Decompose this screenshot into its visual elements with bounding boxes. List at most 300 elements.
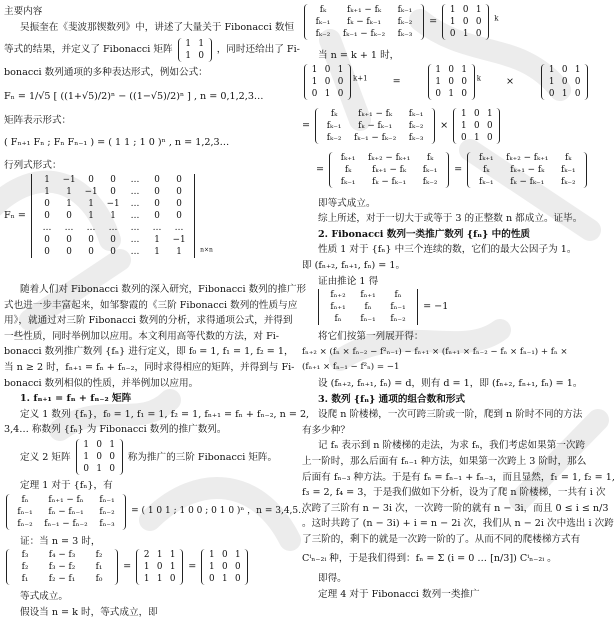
- matrix-cell: fₙ: [394, 290, 402, 301]
- matrix-row: [323, 289, 413, 301]
- matrix-row: [333, 176, 445, 188]
- matrix-cell: 0: [324, 64, 331, 75]
- hypothesis-exponent: k: [494, 14, 499, 23]
- sec3-line: 。这时共跨了 (n − 3i) + i = n − 2i 次，我们从 n − 2i 次中选出 i 次跨: [302, 518, 614, 530]
- matrix-cell: fₙ₋₁ − fₙ₋₂: [44, 518, 88, 529]
- matrix-cell: 0: [473, 120, 480, 131]
- matrix-cell: 0: [154, 186, 160, 197]
- para-line: bonacci 数列相似的性质，并举例加以应用。: [4, 377, 199, 389]
- matrix-row: [446, 16, 485, 28]
- para-line: 式也进一步丰富起来，如邹黎霞的《三阶 Fibonacci 数列的性质与应: [4, 299, 298, 311]
- matrix-cell: 1: [435, 76, 442, 87]
- matrix-cell: 1: [185, 50, 191, 61]
- definition-2: [4, 438, 294, 478]
- matrix-cell: fₙ₋₁: [390, 302, 406, 313]
- matrix-cell: 0: [83, 464, 89, 475]
- matrix-cell: f₀: [95, 574, 103, 585]
- matrix-cell: fₖ₋₁ − fₖ₋₂: [342, 29, 386, 39]
- matrix-cell: fₖ: [565, 152, 572, 163]
- intro-line-3: bonacci 数列通项的多种表达形式，例如公式：: [4, 67, 208, 79]
- matrix-cell: …: [42, 222, 52, 233]
- matrix-cell: 1: [44, 186, 50, 197]
- proof-start: 证：当 n = 3 时，: [20, 535, 101, 547]
- matrix-cell: fₙ: [334, 314, 342, 325]
- matrix-row: [333, 164, 445, 176]
- matrix-cell: 0: [448, 76, 455, 87]
- matrix-cell: fₖ₊₁ − fₖ: [372, 164, 407, 175]
- matrix-cell: 1: [156, 550, 163, 561]
- matrix-cell: fₖ₋₁: [408, 108, 424, 119]
- matrix-cell: 0: [561, 64, 568, 75]
- matrix-row: [140, 561, 179, 573]
- sec3-line: 有多少种？: [302, 424, 350, 436]
- matrix-cell: 0: [44, 246, 50, 257]
- matrix-cell: 1: [460, 120, 467, 131]
- binet-formula: Fₙ = 1/√5 [ ((1+√5)/2)ⁿ − ((1−√5)/2)ⁿ ] , n = 0,1,2,3…: [4, 90, 264, 102]
- matrix-cell: …: [108, 222, 118, 233]
- property-determinant: [302, 289, 596, 329]
- matrix-cell: fₖ₊₁: [340, 152, 356, 163]
- matrix-row: [471, 164, 583, 176]
- result-equation: = fₖ₊₁ fₖ₊₂ − fₖ₊₁ fₖ fₖ fₖ₊₁ − fₖ fₖ₋₁ fₖ₋₁ fₖ − fₖ₋₁ fₖ₋₂ = fₖ₊₁ fₖ₊₂ − fₖ₊₁ fₖ fₖ fₖ₊₁ − fₖ fₖ₋₁ fₖ₋₁ fₖ − fₖ₋₁ fₖ₋₂: [302, 152, 596, 196]
- matrix-row: [545, 64, 584, 76]
- matrix-cell: …: [64, 222, 74, 233]
- matrix-cell: 0: [548, 88, 555, 99]
- matrix-cell: 1: [176, 246, 182, 257]
- matrix-cell: 0: [486, 132, 493, 143]
- matrix-row: [205, 561, 244, 573]
- matrix-cell: 1: [44, 174, 50, 185]
- matrix-cell: 0: [44, 198, 50, 209]
- expand-label: 将它们按第一列展开得：: [318, 331, 424, 343]
- matrix-cell: 1: [66, 198, 72, 209]
- sec3-line: f₃ = 2, f₄ = 3，于是我们做如下分析，设为了爬 n 阶楼梯，一共有 i 次: [302, 487, 606, 499]
- matrix-row: [10, 573, 114, 585]
- sec3-line: 后面有 fₙ₋₃ 种方法。于是有 fₙ = fₙ₋₁ + fₙ₋₃，而且显然，f₁ = 1, f₂ = 1,: [302, 471, 615, 483]
- matrix-cell: fₖ₊₁ − fₖ: [346, 5, 382, 15]
- matrix-cell: …: [130, 198, 140, 209]
- matrix-cell: fₖ₋₂: [560, 176, 576, 187]
- k-plus-1-equation: 1 0 1 1 0 0 0 1 0 $^{k+1}$ = 1 0 1 1 0 0 0 1 0 $^k$ × 1 0 1 1 0 0 0 1 0: [302, 64, 596, 108]
- matrix-row: [323, 313, 413, 325]
- matrix-cell: 0: [109, 464, 115, 475]
- proof-equation: f₃ f₄ − f₃ f₂ f₂ f₃ − f₂ f₁ f₁ f₂ − f₁ f₀ = 2 1 1 1 0 1 1 1 0 = 1 0 1 1 0 0 0 1 0: [4, 549, 294, 589]
- matrix-cell: 0: [110, 246, 116, 257]
- matrix-cell: fₖ₊₁ − fₖ: [510, 164, 545, 175]
- matrix-cell: fₖ₋₁: [340, 176, 356, 187]
- para-line: 当 n ≥ 2 时，fₙ₊₁ = fₙ + fₙ₋₂，同时求得相应的矩阵，并得到与 Fi-: [4, 361, 295, 373]
- matrix-cell: fₖ₊₂ − fₖ₊₁: [506, 152, 549, 163]
- matrix-cell: 0: [169, 574, 176, 585]
- matrix-row: [457, 132, 496, 144]
- matrix-cell: fₖ − fₖ₋₁: [358, 120, 393, 131]
- det-row: [36, 222, 190, 234]
- definition-2-text: 称为推广的三阶 Fibonacci 矩阵。: [127, 451, 278, 463]
- matrix-row: [319, 108, 431, 120]
- matrix-cell: fₖ₋₁: [560, 164, 576, 175]
- matrix-cell: 0: [109, 452, 115, 463]
- property-det-matrix: [318, 289, 418, 325]
- det-row: [36, 186, 190, 198]
- matrix-row: [10, 518, 122, 530]
- matrix-cell: …: [86, 222, 96, 233]
- intro-text-b: ，同时还给出了 Fi-: [216, 44, 300, 56]
- matrix-cell: 1: [88, 210, 94, 221]
- matrix-cell: fₖ − fₖ₋₁: [372, 176, 407, 187]
- fibonacci-matrix: [178, 38, 212, 62]
- intro-text-a: 等式的结果，并定义了 Fibonacci 矩阵: [4, 44, 173, 56]
- matrix-cell: 0: [462, 17, 469, 27]
- matrix-row: [308, 16, 420, 28]
- matrix-cell: 2: [143, 550, 150, 561]
- matrix-cell: 0: [561, 76, 568, 87]
- matrix-cell: fₖ₋₁: [397, 5, 413, 15]
- matrix-cell: 1: [169, 562, 176, 573]
- matrix-cell: fₙ − fₙ₋₁: [48, 506, 84, 517]
- section-3-heading: 3. 数列 {fₙ} 通项的组合数和形式: [318, 393, 466, 405]
- case-k-plus-1: 当 n = k + 1 时，: [318, 50, 400, 61]
- section-heading: 主要内容: [4, 6, 43, 17]
- matrix-cell: 1: [209, 562, 215, 573]
- para-line: 一些性质，同时举例加以应用。本文利用高等代数的方法，对 Fi-: [4, 330, 280, 342]
- matrix-cell: 1: [435, 64, 442, 75]
- definition-2-matrix: [76, 439, 123, 475]
- matrix-row: [205, 573, 244, 585]
- matrix-cell: 0: [110, 174, 116, 185]
- matrix-row: [308, 28, 420, 40]
- matrix-cell: 0: [176, 198, 182, 209]
- matrix-row: [10, 494, 122, 506]
- matrix-row: [182, 50, 208, 62]
- k1-lhs: [304, 64, 351, 100]
- matrix-cell: fₙ₋₂: [390, 314, 406, 325]
- matrix-cell: 0: [435, 88, 442, 99]
- sec3-line: 次跨了三阶有 n − 3i 次，一次跨一阶的就有 n − 3i，而且 0 ≤ i ≤ n/3: [302, 502, 609, 514]
- proof-lhs: [6, 549, 118, 585]
- matrix-cell: fₙ: [21, 494, 29, 505]
- matrix-cell: f₁: [21, 574, 29, 585]
- matrix-row: [140, 573, 179, 585]
- matrix-cell: 1: [154, 234, 160, 245]
- det-row: [36, 234, 190, 246]
- matrix-cell: 1: [574, 64, 581, 75]
- matrix-cell: …: [174, 222, 184, 233]
- matrix-cell: fₙ₋₁: [99, 494, 115, 505]
- matrix-cell: 0: [324, 76, 331, 87]
- det-row: [36, 246, 190, 258]
- matrix-cell: 1: [461, 64, 468, 75]
- k1-exponent: k+1: [353, 73, 368, 82]
- theorem-1-equation: [4, 494, 308, 534]
- matrix-row: [10, 549, 114, 561]
- matrix-cell: 0: [475, 17, 482, 27]
- step-lhs: [315, 108, 435, 144]
- matrix-cell: 1: [169, 550, 176, 561]
- matrix-cell: 0: [461, 76, 468, 87]
- matrix-row: [80, 451, 119, 463]
- property-1-proof: 证由推论 1 得: [318, 275, 379, 287]
- matrix-cell: 0: [449, 29, 456, 39]
- proof-rhs-2: [201, 549, 248, 585]
- matrix-cell: …: [130, 222, 140, 233]
- matrix-cell: 0: [574, 76, 581, 87]
- matrix-cell: 0: [88, 234, 94, 245]
- matrix-row: [10, 506, 122, 518]
- matrix-row: [80, 439, 119, 451]
- matrix-row: [432, 76, 471, 88]
- matrix-cell: 0: [461, 88, 468, 99]
- matrix-cell: fₖ₊₁: [478, 152, 494, 163]
- det-row: [36, 174, 190, 186]
- matrix-cell: 0: [311, 88, 318, 99]
- sec3-line: 设爬 n 阶楼梯，一次可跨三阶或一阶，爬到 n 阶时不同的方法: [318, 409, 583, 421]
- matrix-row: [333, 152, 445, 164]
- matrix-form-label: 矩阵表示形式：: [4, 114, 72, 126]
- gcd-result: 设 (fₙ₊₂, fₙ₊₁, fₙ) = d，则有 d = 1，即 (fₙ₊₂, fₙ₊₁, fₙ) = 1。: [318, 377, 583, 389]
- matrix-cell: 1: [548, 76, 555, 87]
- matrix-cell: fₖ₋₁: [422, 164, 438, 175]
- matrix-cell: 0: [475, 29, 482, 39]
- matrix-cell: fₖ: [319, 5, 327, 15]
- theorem-1: 定理 1 对于 {fₙ}，有: [20, 479, 113, 491]
- matrix-cell: …: [130, 234, 140, 245]
- matrix-cell: fₖ₋₂: [315, 29, 331, 39]
- matrix-cell: fₙ₋₃: [99, 518, 115, 529]
- matrix-cell: 1: [198, 38, 204, 49]
- k1-rhs: [541, 64, 588, 100]
- matrix-cell: 0: [154, 198, 160, 209]
- matrix-cell: fₖ₊₂ − fₖ₊₁: [367, 152, 411, 163]
- proof-rhs-1: [136, 549, 183, 585]
- matrix-cell: 1: [311, 64, 318, 75]
- matrix-cell: fₖ: [330, 108, 338, 119]
- sec3-line: 即得。: [318, 573, 347, 585]
- matrix-row: [182, 38, 208, 50]
- matrix-cell: fₖ₋₂: [408, 120, 424, 131]
- matrix-cell: fₖ₊₁ − fₖ: [358, 108, 393, 119]
- matrix-cell: f₃ − f₂: [48, 562, 76, 573]
- matrix-cell: 0: [96, 452, 102, 463]
- matrix-row: [308, 76, 347, 88]
- matrix-cell: 0: [176, 186, 182, 197]
- theorem-1-rhs: = ( 1 0 1 ; 1 0 0 ; 0 1 0 )ⁿ ，n = 3,4,5…: [131, 505, 308, 516]
- matrix-cell: 1: [324, 88, 331, 99]
- matrix-cell: 0: [337, 88, 344, 99]
- definition-2-label: 定义 2 矩阵: [20, 451, 71, 463]
- matrix-cell: 1: [561, 88, 568, 99]
- result-lhs: [329, 152, 449, 188]
- para-line: bonacci 数列推广数列 {fₙ} 进行定义，即 f₀ = 1, f₁ = 1, f₂ = 1，: [4, 346, 294, 358]
- matrix-cell: 0: [66, 234, 72, 245]
- matrix-cell: fₖ₋₂: [397, 17, 413, 27]
- matrix-form: ( Fₙ₊₁ Fₙ ; Fₙ Fₙ₋₁ ) = ( 1 1 ; 1 0 )ⁿ , n = 1,2,3…: [4, 137, 230, 149]
- conclusion: 综上所述，对于一切大于或等于 3 的正整数 n 都成立。证毕。: [318, 213, 583, 225]
- matrix-cell: 0: [198, 50, 204, 61]
- matrix-row: [319, 132, 431, 144]
- matrix-cell: 1: [209, 550, 215, 561]
- matrix-row: [10, 561, 114, 573]
- equality-holds: 即等式成立。: [318, 197, 376, 209]
- matrix-cell: 1: [143, 574, 150, 585]
- matrix-cell: fₙ₋₂: [99, 506, 115, 517]
- matrix-row: [457, 120, 496, 132]
- matrix-cell: …: [130, 246, 140, 257]
- matrix-row: [471, 176, 583, 188]
- matrix-cell: f₃: [21, 550, 29, 561]
- matrix-cell: 0: [44, 210, 50, 221]
- sec3-line: 上一阶时，那么后面有 fₙ₋₁ 种方法，如果第一次跨上 3 阶时，那么: [302, 455, 587, 467]
- step-rhs: [453, 108, 500, 144]
- matrix-cell: 1: [449, 5, 456, 15]
- intro-line-1: 吴振奎在《斐波那锲数列》中，讲述了大量关于 Fibonacci 数恒: [20, 21, 295, 33]
- matrix-cell: fₖ₋₁: [478, 176, 494, 187]
- matrix-cell: 0: [574, 88, 581, 99]
- matrix-cell: 0: [110, 186, 116, 197]
- matrix-cell: 0: [460, 132, 467, 143]
- matrix-cell: 1: [154, 246, 160, 257]
- matrix-cell: …: [152, 222, 162, 233]
- matrix-cell: 0: [156, 562, 163, 573]
- matrix-cell: fₙ₋₁: [360, 314, 376, 325]
- matrix-cell: f₂ − f₁: [48, 574, 76, 585]
- det-subscript: n×n: [200, 246, 213, 254]
- matrix-cell: 0: [209, 574, 215, 585]
- k1-mid-exponent: k: [476, 73, 481, 82]
- matrix-cell: −1: [106, 198, 120, 209]
- matrix-row: [308, 64, 347, 76]
- matrix-cell: 0: [473, 108, 480, 119]
- matrix-cell: 0: [88, 174, 94, 185]
- matrix-cell: fₙ₊₂: [330, 290, 346, 301]
- k1-mid: [428, 64, 475, 100]
- left-column: [4, 4, 310, 620]
- expand-line: (fₙ₊₁ × fₙ₋₁ − f²ₙ) = −1: [302, 362, 400, 373]
- sec3-line: 记 fₙ 表示到 n 阶楼梯的走法，为求 fₙ，我们考虑如果第一次跨: [318, 440, 586, 452]
- matrix-cell: 1: [448, 88, 455, 99]
- matrix-cell: 1: [83, 452, 89, 463]
- matrix-cell: fₙ₋₂: [17, 518, 33, 529]
- intro-line-2: [4, 35, 300, 65]
- matrix-cell: fₖ₋₂: [326, 132, 342, 143]
- matrix-row: [457, 108, 496, 120]
- matrix-cell: 0: [44, 234, 50, 245]
- hypothesis-lhs: [304, 4, 424, 40]
- matrix-cell: f₂: [95, 550, 103, 561]
- matrix-cell: 1: [156, 574, 163, 585]
- matrix-cell: 0: [235, 562, 241, 573]
- sec3-line: Cⁱₙ₋₂ᵢ 种，于是我们得到：fₙ = Σ (i = 0 … [n/3]) Cⁱₙ₋₂ᵢ 。: [302, 553, 557, 565]
- matrix-cell: 1: [185, 38, 191, 49]
- equality-holds: 等式成立。: [20, 591, 68, 603]
- matrix-cell: fₙ₊₁: [330, 302, 346, 313]
- matrix-cell: fₖ: [344, 164, 352, 175]
- matrix-cell: 1: [486, 108, 493, 119]
- definition-1: 定义 1 数列 {fₙ}，f₀ = 1, f₁ = 1, f₂ = 1, fₙ₊₁ = fₙ + fₙ₋₂, n = 2,: [20, 408, 310, 420]
- sec3-line: 了三阶的，剩下的就是一次跨一阶的了。从而不同的爬楼梯方式有: [302, 533, 581, 545]
- expand-line: fₙ₊₂ × (fₙ × fₙ₋₂ − f²ₙ₋₁) − fₙ₊₁ × (fₙ₊₁ × fₙ₋₂ − fₙ × fₙ₋₁) + fₙ ×: [302, 346, 568, 357]
- matrix-cell: fₖ: [483, 164, 490, 175]
- matrix-cell: 1: [337, 64, 344, 75]
- matrix-cell: 1: [311, 76, 318, 87]
- matrix-cell: 0: [486, 120, 493, 131]
- matrix-cell: fₖ₋₁ − fₖ₋₂: [353, 132, 397, 143]
- matrix-cell: 0: [176, 210, 182, 221]
- matrix-cell: 0: [176, 174, 182, 185]
- matrix-row: [308, 4, 420, 16]
- matrix-row: [319, 120, 431, 132]
- matrix-cell: 0: [110, 234, 116, 245]
- theorem-1-lhs: [6, 494, 126, 530]
- matrix-row: [545, 88, 584, 100]
- matrix-cell: 1: [460, 108, 467, 119]
- property-det-rhs: = −1: [423, 301, 449, 313]
- matrix-cell: 0: [448, 64, 455, 75]
- det-row: [36, 210, 190, 222]
- det-form-label: 行列式形式：: [4, 160, 62, 172]
- matrix-cell: fₖ − fₖ₋₁: [346, 17, 382, 27]
- matrix-cell: 0: [66, 246, 72, 257]
- det-lhs: Fₙ =: [4, 210, 26, 222]
- para-line: 用》，就通过对三阶 Fibonacci 数列的分析，求得通项公式，并得到: [4, 315, 293, 327]
- matrix-cell: fₙ₊₁ − fₙ: [48, 494, 84, 505]
- matrix-cell: 0: [337, 76, 344, 87]
- matrix-cell: 0: [96, 440, 102, 451]
- section-1-heading: 1. fₙ₊₁ = fₙ + fₙ₋₂ 矩阵: [20, 393, 132, 405]
- matrix-cell: 1: [235, 550, 241, 561]
- matrix-cell: 1: [222, 574, 228, 585]
- matrix-cell: 1: [143, 562, 150, 573]
- section-2-heading: 2. Fibonacci 数列一类推广数列 {fₙ} 中的性质: [318, 228, 531, 240]
- matrix-row: [471, 152, 583, 164]
- matrix-cell: 0: [235, 574, 241, 585]
- matrix-cell: 1: [88, 198, 94, 209]
- matrix-cell: f₄ − f₃: [48, 550, 76, 561]
- matrix-cell: 1: [462, 29, 469, 39]
- det-matrix: [31, 174, 195, 258]
- matrix-cell: −1: [84, 186, 98, 197]
- matrix-row: [140, 549, 179, 561]
- matrix-cell: fₖ₋₃: [397, 29, 413, 39]
- matrix-cell: 0: [88, 246, 94, 257]
- matrix-cell: fₖ₋₁: [315, 17, 331, 27]
- matrix-cell: 1: [449, 17, 456, 27]
- matrix-cell: fₖ₋₂: [422, 176, 438, 187]
- property-1-cont: 即 (fₙ₊₂, fₙ₊₁, fₙ) = 1。: [302, 259, 406, 271]
- matrix-cell: f₁: [95, 562, 103, 573]
- matrix-cell: f₂: [21, 562, 29, 573]
- matrix-row: [205, 549, 244, 561]
- right-column: [302, 4, 615, 603]
- matrix-cell: 1: [473, 132, 480, 143]
- matrix-row: [323, 301, 413, 313]
- matrix-row: [446, 4, 485, 16]
- matrix-cell: 1: [83, 440, 89, 451]
- result-rhs: [467, 152, 587, 188]
- matrix-row: [308, 88, 347, 100]
- det-form-block: [4, 174, 294, 282]
- matrix-cell: fₖ: [426, 152, 434, 163]
- matrix-cell: 1: [110, 210, 116, 221]
- matrix-cell: fₙ₊₁: [360, 290, 376, 301]
- matrix-cell: 0: [222, 562, 228, 573]
- matrix-cell: …: [130, 186, 140, 197]
- matrix-row: [432, 64, 471, 76]
- matrix-cell: 1: [475, 5, 482, 15]
- matrix-cell: 1: [66, 186, 72, 197]
- matrix-cell: fₙ₋₁: [17, 506, 33, 517]
- hypothesis-rhs: [442, 4, 489, 40]
- det-row: [36, 198, 190, 210]
